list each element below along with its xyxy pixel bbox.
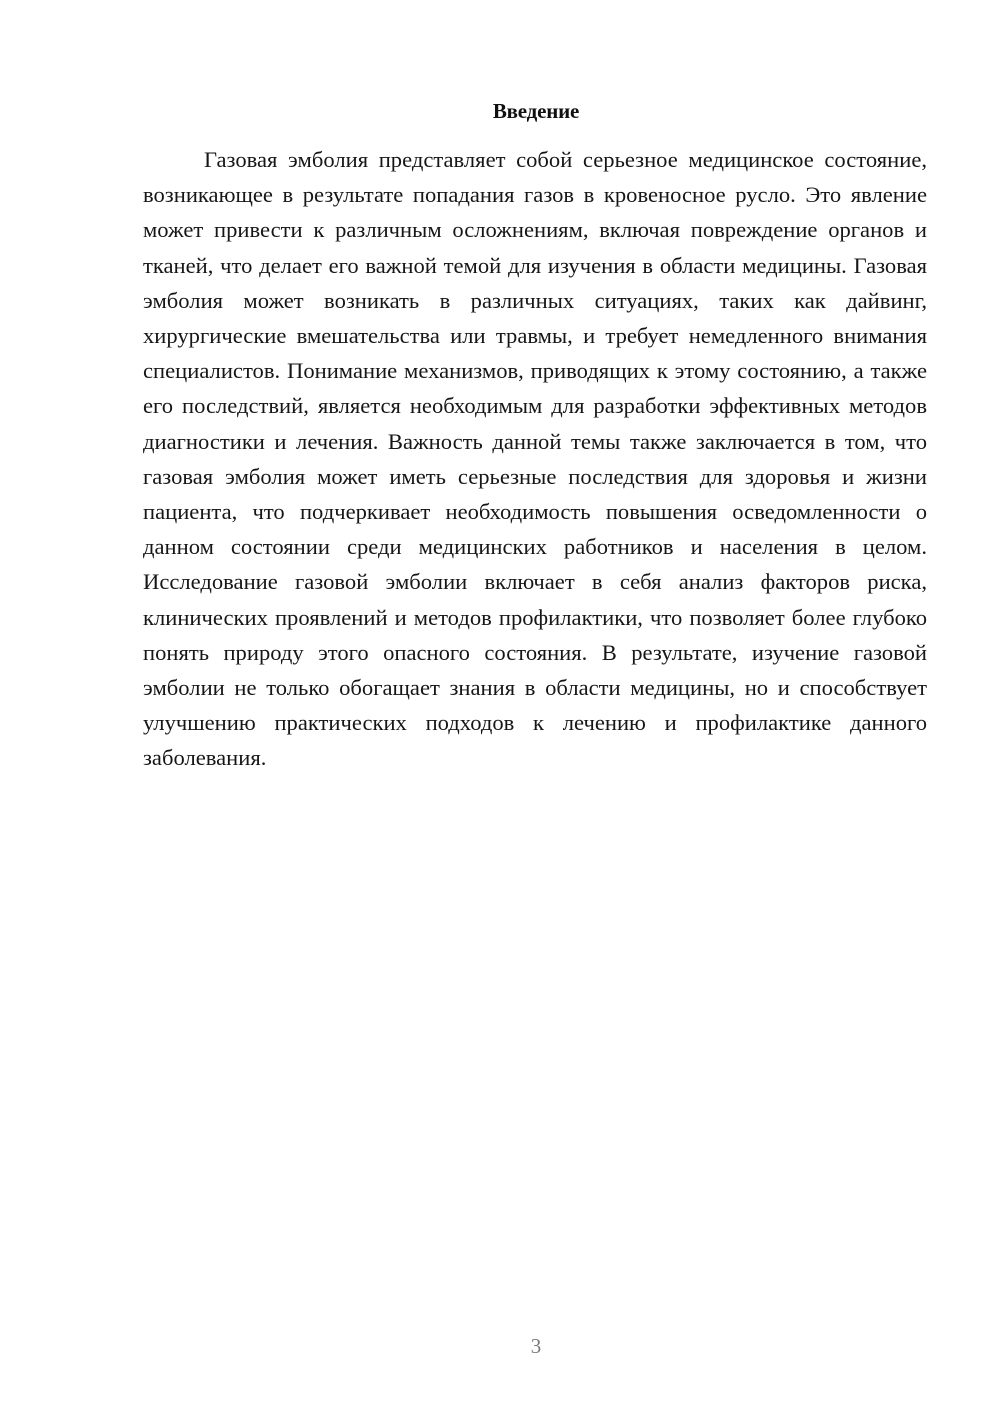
page-number: 3 bbox=[530, 1334, 542, 1358]
section-heading: Введение bbox=[492, 99, 580, 123]
body-paragraph: Газовая эмболия представляет собой серьезное медицинское состояние, возникающее в результате попадания газов в кровеносное русло. Это явление может привести к различным осложнениям, включая повреждение органов и тканей, что делает его важной темой для изучения в области медицины. Газовая эмболия может возникать в различных ситуациях, таких как дайвинг, хирургические вмешательства или травмы, и требует немедленного внимания специалистов. Понимание механизмов, приводящих к этому состоянию, а также его последствий, является необходимым для разработки эффективных методов диагностики и лечения. Важность данной темы также заключается в том, что газовая эмболия может иметь серьезные последствия для здоровья и жизни пациента, что подчеркивает необходимость повышения осведомленности о данном состоянии среди медицинских работников и населения в целом. Исследование газовой эмболии включает в себя анализ факторов риска, клинических проявлений и методов профилактики, что позволяет более глубоко понять природу этого опасного состояния. В результате, изучение газовой эмболии не только обогащает знания в области медицины, но и способствует улучшению практических подходов к лечению и профилактике данного заболевания. bbox=[143, 147, 927, 771]
